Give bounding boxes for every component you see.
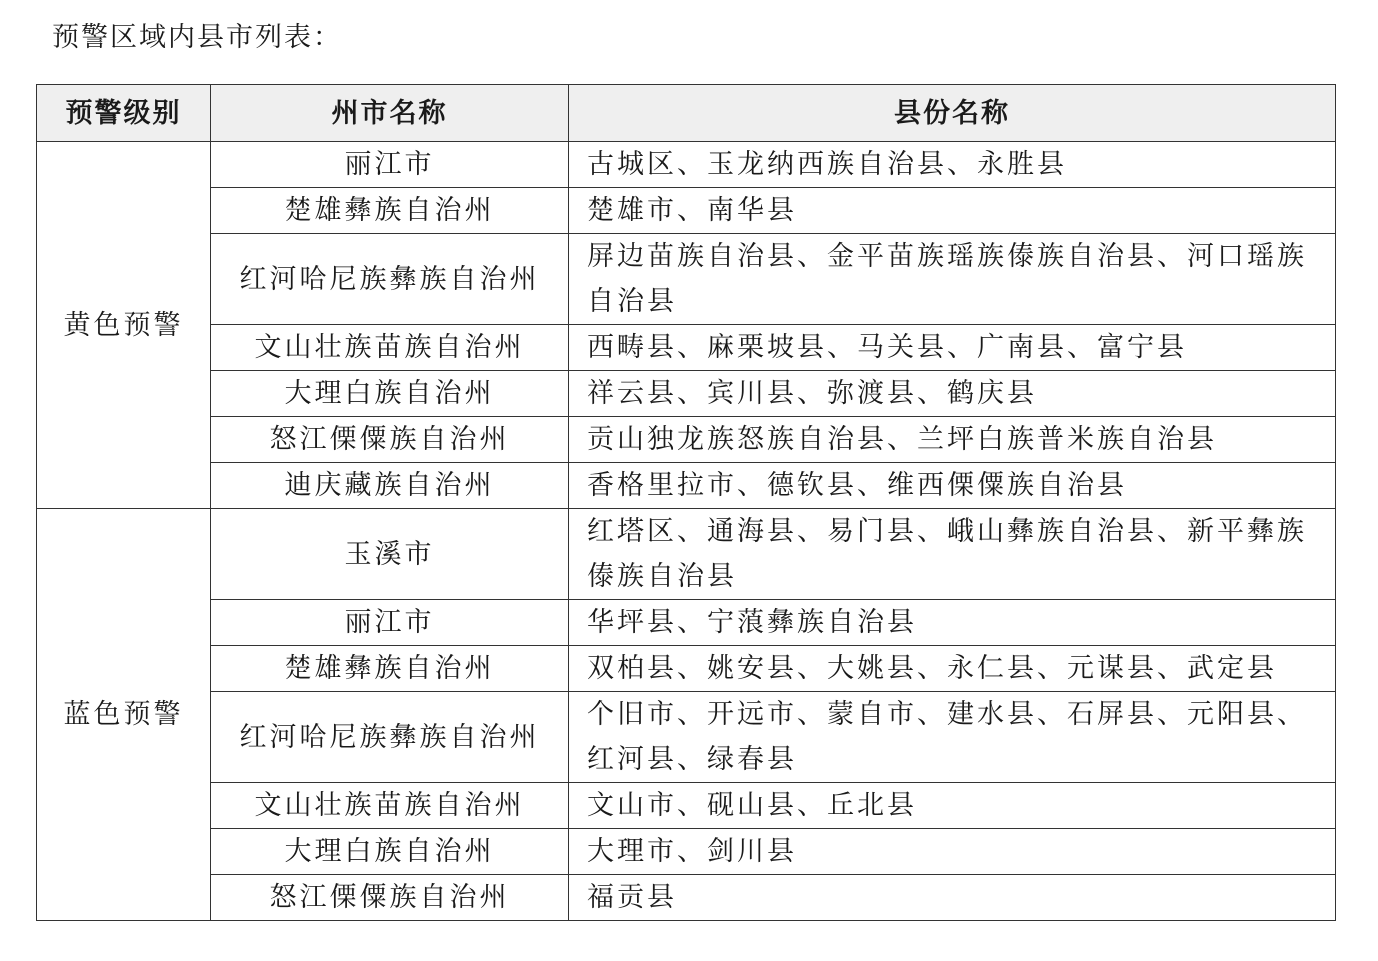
city-cell: 红河哈尼族彝族自治州 [211,692,569,783]
table-row [37,783,1336,829]
city-cell: 大理白族自治州 [211,829,569,875]
header-county-name: 县份名称 [569,85,1336,142]
county-cell: 祥云县、宾川县、弥渡县、鹤庆县 [569,371,1336,417]
city-cell: 怒江傈僳族自治州 [211,417,569,463]
table-row [37,371,1336,417]
county-cell: 大理市、剑川县 [569,829,1336,875]
county-cell: 西畴县、麻栗坡县、马关县、广南县、富宁县 [569,325,1336,371]
county-cell: 双柏县、姚安县、大姚县、永仁县、元谋县、武定县 [569,646,1336,692]
table-row [37,463,1336,509]
county-cell: 楚雄市、南华县 [569,188,1336,234]
table-row [37,188,1336,234]
city-cell: 文山壮族苗族自治州 [211,325,569,371]
table-row [37,692,1336,783]
level-yellow-warning: 黄色预警 [37,142,211,509]
county-cell: 福贡县 [569,875,1336,921]
table-row [37,325,1336,371]
county-cell: 红塔区、通海县、易门县、峨山彝族自治县、新平彝族傣族自治县 [569,509,1336,600]
county-cell: 贡山独龙族怒族自治县、兰坪白族普米族自治县 [569,417,1336,463]
warning-county-table [36,84,1336,921]
city-cell: 玉溪市 [211,509,569,600]
city-cell: 大理白族自治州 [211,371,569,417]
level-blue-warning: 蓝色预警 [37,509,211,921]
table-row [37,509,1336,600]
county-cell: 华坪县、宁蒗彝族自治县 [569,600,1336,646]
city-cell: 丽江市 [211,142,569,188]
table-row [37,829,1336,875]
county-cell: 屏边苗族自治县、金平苗族瑶族傣族自治县、河口瑶族自治县 [569,234,1336,325]
table-header-row [37,85,1336,142]
header-prefecture-name: 州市名称 [211,85,569,142]
city-cell: 文山壮族苗族自治州 [211,783,569,829]
city-cell: 怒江傈僳族自治州 [211,875,569,921]
table-row [37,600,1336,646]
table-row [37,646,1336,692]
table-row [37,417,1336,463]
city-cell: 迪庆藏族自治州 [211,463,569,509]
city-cell: 红河哈尼族彝族自治州 [211,234,569,325]
city-cell: 楚雄彝族自治州 [211,646,569,692]
header-warning-level: 预警级别 [37,85,211,142]
county-cell: 香格里拉市、德钦县、维西傈僳族自治县 [569,463,1336,509]
city-cell: 丽江市 [211,600,569,646]
city-cell: 楚雄彝族自治州 [211,188,569,234]
table-row [37,234,1336,325]
document-title: 预警区域内县市列表： [52,22,342,53]
table-row [37,875,1336,921]
table-row [37,142,1336,188]
county-cell: 古城区、玉龙纳西族自治县、永胜县 [569,142,1336,188]
county-cell: 个旧市、开远市、蒙自市、建水县、石屏县、元阳县、红河县、绿春县 [569,692,1336,783]
county-cell: 文山市、砚山县、丘北县 [569,783,1336,829]
